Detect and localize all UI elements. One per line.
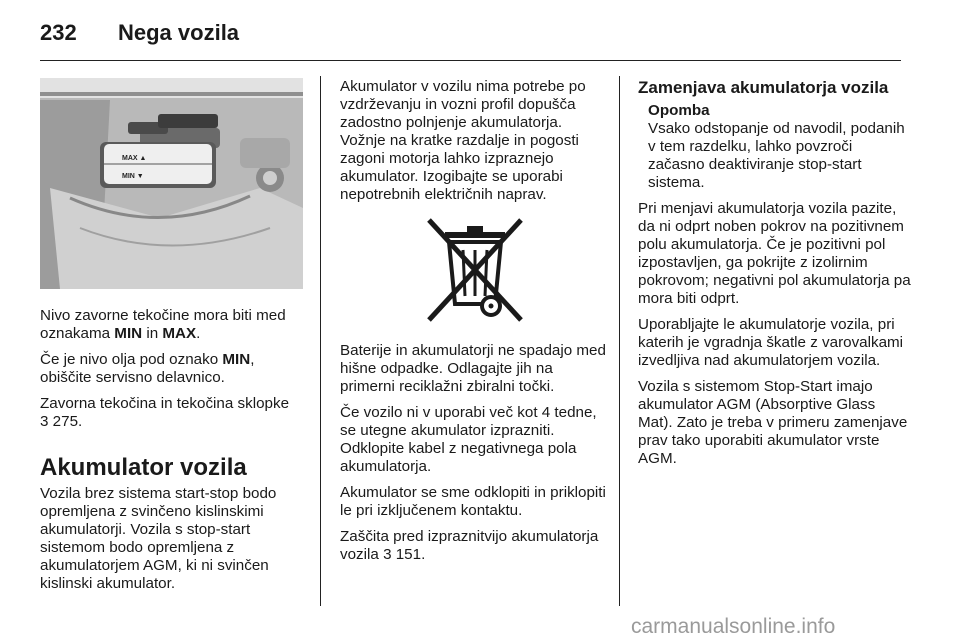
column-left — [40, 78, 310, 601]
paragraph: Vozila brez sistema start-stop bodo opremljena z svinčeno kislinskimi akumulatorji. Vozila s stop-start sistemom bodo opremljena z akumulatorjem AGM, ki ni svinčen kislinski akumulator. — [40, 485, 277, 592]
page-header — [40, 16, 900, 60]
paragraph: Akumulator v vozilu nima potrebe po vzdrževanju in vozni profil dopušča zadostno polnjenje akumulatorja. Vožnje na kratke razdalje in pogosti zagoni motorja lahko izpraznejo akumulator. Izogibajte se uporabi nepotrebnih električnih naprav. — [340, 78, 586, 203]
watermark: carmanualsonline.info — [631, 615, 836, 638]
paragraph: Pri menjavi akumulatorja vozila pazite, da ni odprt noben pokrov na pozitivnem polu akumulatorja. Če je pozitivni pol izpostavljen, ga pokrijte z izolirnim pokrovom; negativni pol akumulatorja pa mora biti odprt. — [638, 200, 911, 307]
page-reference-icon: 3 — [383, 546, 392, 563]
paragraph: Če vozilo ni v uporabi več kot 4 tedne, se utegne akumulator izprazniti. Odklopite kabel z negativnega pola akumulatorja. — [340, 404, 597, 475]
page-reference-link[interactable]: 275. — [48, 413, 83, 430]
column-divider — [619, 76, 620, 606]
column-right — [638, 78, 913, 476]
brake-fluid-reservoir-photo — [40, 78, 303, 289]
paragraph: Baterije in akumulatorji ne spadajo med hišne odpadke. Odlagajte jih na primerni reciklažni zbiralni točki. — [340, 342, 606, 395]
header-rule — [40, 60, 901, 61]
max-mark-label: MAX ▲ — [122, 155, 147, 162]
paragraph: Uporabljajte le akumulatorje vozila, pri katerih je vgradnja škatle z varovalkami izvedljiva nad akumulatorjem vozila. — [638, 316, 904, 369]
page-reference-link[interactable]: 151. — [391, 546, 426, 563]
paragraph: Vozila s sistemom Stop-Start imajo akumulator AGM (Absorptive Glass Mat). Zato je treba v primeru zamenjave prav tako uporabiti akumulator vrste AGM. — [638, 378, 908, 467]
page-reference-icon: 3 — [40, 413, 49, 430]
crossed-out-bin-icon — [423, 218, 527, 328]
min-mark-label: MIN ▼ — [122, 173, 144, 180]
page-title: Nega vozila — [118, 20, 240, 45]
paragraph: Zavorna tekočina in tekočina sklopke 3 275. — [40, 395, 290, 430]
paragraph: Akumulator se sme odklopiti in priklopiti le pri izključenem kontaktu. — [340, 484, 606, 519]
paragraph: Če je nivo olja pod oznako MIN, obiščite servisno delavnico. — [40, 351, 255, 386]
section-heading: Akumulator vozila — [40, 454, 247, 481]
column-middle — [340, 78, 610, 572]
note-box — [638, 102, 913, 192]
column-divider — [320, 76, 321, 606]
paragraph: Nivo zavorne tekočine mora biti med oznakama MIN in MAX. — [40, 307, 286, 342]
page-number: 232 — [40, 20, 77, 45]
section-heading: Zamenjava akumulatorja vozila — [638, 78, 889, 97]
note-text: Vsako odstopanje od navodil, podanih v tem razdelku, lahko povzroči začasno deaktiviranje stop-start sistema. — [648, 120, 905, 191]
note-title: Opomba — [648, 102, 710, 119]
paragraph: Zaščita pred izpraznitvijo akumulatorja vozila 3 151. — [340, 528, 599, 563]
